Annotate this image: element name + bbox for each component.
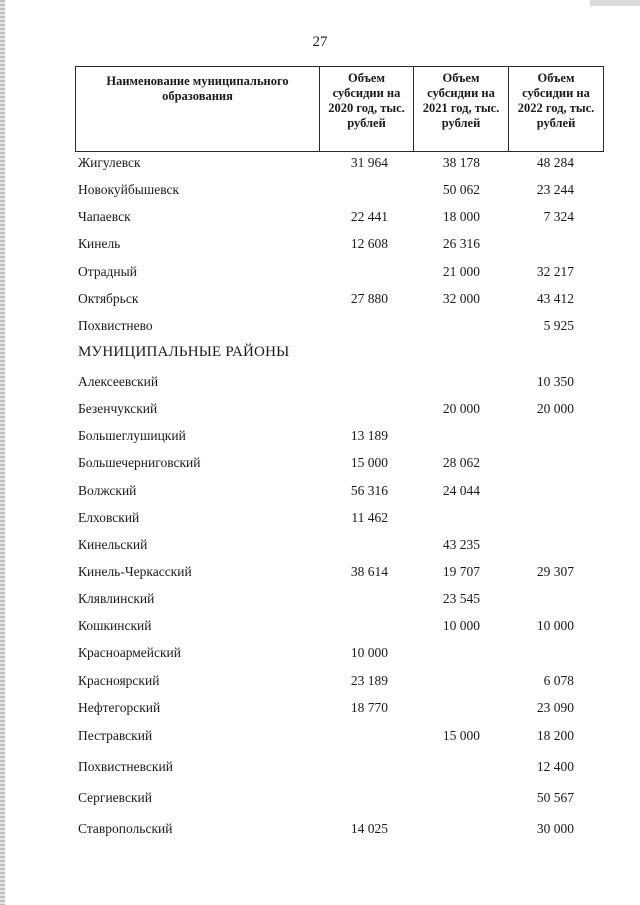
municipality-name: Похвистневский [78, 759, 173, 774]
subsidy-2021: 28 062 [442, 455, 480, 470]
subsidy-2021: 21 000 [442, 264, 480, 279]
subsidy-2021: 23 545 [442, 591, 480, 606]
subsidy-2020: 27 880 [350, 291, 388, 306]
subsidy-2020: 12 608 [350, 236, 388, 251]
municipality-name: Клявлинский [78, 591, 155, 606]
municipality-name: Кошкинский [78, 618, 152, 633]
subsidy-2022: 6 078 [543, 673, 574, 688]
table-row [0, 728, 640, 748]
municipality-name: Красноярский [78, 673, 160, 688]
subsidy-2022: 48 284 [536, 155, 574, 170]
subsidy-2022: 29 307 [536, 564, 574, 579]
municipality-name: Ставропольский [78, 821, 173, 836]
table-row [0, 155, 640, 175]
municipality-name: Волжский [78, 483, 137, 498]
table-row [0, 401, 640, 421]
header-municipality: Наименование муниципального образования [76, 67, 320, 152]
table-row [0, 318, 640, 338]
table-row [0, 483, 640, 503]
municipality-name: Красноармейский [78, 645, 182, 660]
subsidy-2022: 23 090 [536, 700, 574, 715]
header-subsidy-2021: Объем субсидии на 2021 год, тыс. рублей [414, 67, 509, 152]
table-row [0, 564, 640, 584]
subsidy-2022: 32 217 [536, 264, 574, 279]
subsidy-2022: 43 412 [536, 291, 574, 306]
table-row [0, 209, 640, 229]
section-heading: МУНИЦИПАЛЬНЫЕ РАЙОНЫ [78, 344, 290, 360]
municipality-name: Безенчукский [78, 401, 158, 416]
subsidy-2020: 22 441 [350, 209, 388, 224]
subsidy-2020: 14 025 [350, 821, 388, 836]
subsidy-2022: 18 200 [536, 728, 574, 743]
subsidy-2022: 23 244 [536, 182, 574, 197]
subsidy-2022: 5 925 [543, 318, 574, 333]
municipality-name: Октябрьск [78, 291, 139, 306]
table-row [0, 182, 640, 202]
table-row [0, 821, 640, 841]
header-subsidy-2022: Объем субсидии на 2022 год, тыс. рублей [509, 67, 604, 152]
subsidy-2022: 50 567 [536, 790, 574, 805]
table-row [0, 455, 640, 475]
municipality-name: Большеглушицкий [78, 428, 186, 443]
subsidy-2020: 56 316 [350, 483, 388, 498]
subsidy-2020: 31 964 [350, 155, 388, 170]
subsidy-2022: 10 350 [536, 374, 574, 389]
subsidy-2020: 23 189 [350, 673, 388, 688]
subsidy-2020: 11 462 [351, 510, 388, 525]
table-row [0, 510, 640, 530]
table-row [0, 759, 640, 779]
subsidy-2021: 43 235 [442, 537, 480, 552]
table-row [0, 790, 640, 810]
municipality-name: Кинельский [78, 537, 148, 552]
table-row [0, 673, 640, 693]
municipality-name: Алексеевский [78, 374, 159, 389]
subsidy-2021: 50 062 [442, 182, 480, 197]
table-row [0, 618, 640, 638]
municipality-name: Нефтегорский [78, 700, 161, 715]
subsidy-2022: 10 000 [536, 618, 574, 633]
municipality-name: Жигулевск [78, 155, 141, 170]
municipality-name: Кинель [78, 236, 121, 251]
table-row [0, 537, 640, 557]
municipality-name: Большечерниговский [78, 455, 201, 470]
subsidy-2021: 26 316 [442, 236, 480, 251]
page-number: 27 [312, 34, 328, 50]
subsidy-2020: 13 189 [350, 428, 388, 443]
municipality-name: Пестравский [78, 728, 153, 743]
subsidy-2022: 7 324 [543, 209, 574, 224]
municipality-name: Отрадный [78, 264, 137, 279]
scan-corner-mark [590, 0, 640, 6]
subsidy-2022: 30 000 [536, 821, 574, 836]
header-subsidy-2020: Объем субсидии на 2020 год, тыс. рублей [320, 67, 414, 152]
subsidy-2020: 18 770 [350, 700, 388, 715]
subsidy-2020: 38 614 [350, 564, 388, 579]
subsidy-2021: 19 707 [442, 564, 480, 579]
subsidy-2020: 15 000 [350, 455, 388, 470]
subsidy-2021: 15 000 [442, 728, 480, 743]
municipality-name: Сергиевский [78, 790, 152, 805]
municipality-name: Чапаевск [78, 209, 131, 224]
table-row [0, 700, 640, 720]
subsidy-2021: 18 000 [442, 209, 480, 224]
municipality-name: Новокуйбышевск [78, 182, 180, 197]
subsidy-2021: 10 000 [442, 618, 480, 633]
table-row [0, 291, 640, 311]
table-row [0, 236, 640, 256]
table-row [0, 591, 640, 611]
municipality-name: Елховский [78, 510, 140, 525]
subsidy-2021: 32 000 [442, 291, 480, 306]
subsidy-2022: 12 400 [536, 759, 574, 774]
subsidy-2021: 24 044 [442, 483, 480, 498]
municipality-name: Похвистнево [78, 318, 153, 333]
municipality-name: Кинель-Черкасский [78, 564, 192, 579]
table-row [0, 374, 640, 394]
table-row [0, 428, 640, 448]
subsidy-2021: 20 000 [442, 401, 480, 416]
table-row [0, 645, 640, 665]
subsidy-2021: 38 178 [442, 155, 480, 170]
table-row [0, 264, 640, 284]
subsidy-2022: 20 000 [536, 401, 574, 416]
table-header [75, 66, 604, 152]
subsidy-2020: 10 000 [350, 645, 388, 660]
